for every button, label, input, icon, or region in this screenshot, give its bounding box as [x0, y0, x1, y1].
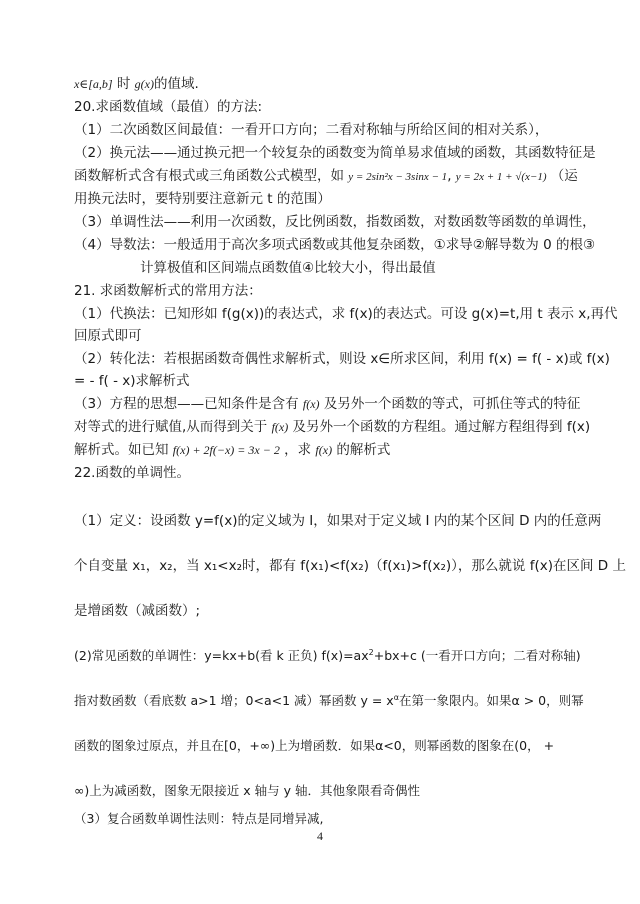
- text-line: ∞)上为减函数，图象无限接近 x 轴与 y 轴．其他象限看奇偶性: [74, 783, 420, 798]
- text-fragment: 指对数函数（看底数 a>1 增；0<a<1 减）幂函数 y = x: [74, 693, 394, 708]
- text-line: （2）换元法——通过换元把一个较复杂的函数变为简单易求值域的函数，其函数特征是: [74, 145, 596, 161]
- math-expression: f(x) + 2f(−x) = 3x − 2: [172, 443, 280, 457]
- text-line: （1）二次函数区间最值：一看开口方向；二看对称轴与所给区间的相对关系），: [74, 122, 549, 138]
- text-line: 函数解析式含有根式或三角函数公式模型，如 y = 2sin²x − 3sinx − 1, y = 2x + 1 + √(x−1) （运: [74, 168, 578, 184]
- math-expression: f(x): [302, 397, 320, 411]
- text-line: （3）复合函数单调性法则：特点是同增异减,: [74, 811, 324, 826]
- text-line: 用换元法时，要特别要注意新元 t 的范围）: [74, 191, 331, 207]
- math-expression: g(x): [134, 77, 154, 91]
- text-line: （1）代换法：已知形如 f(g(x))的表达式，求 f(x)的表达式。可设 g(x)=t,用 t 表示 x,再代: [74, 306, 618, 322]
- text-line: [74, 441, 390, 459]
- text-line: （2）转化法：若根据函数奇偶性求解析式，则设 x∈所求区间，利用 f(x) = f( - x)或 f(x): [74, 351, 610, 367]
- text-fragment: 的值域.: [153, 76, 199, 92]
- text-fragment: 的解析式: [336, 442, 391, 458]
- text-line: [74, 75, 199, 93]
- math-expression: y = 2x + 1 + √(x−1): [455, 171, 547, 183]
- math-expression: x∈[a,b]: [74, 77, 113, 91]
- math-expression: f(x): [271, 420, 289, 434]
- text-line: [74, 692, 584, 710]
- math-expression: y = 2sin²x − 3sinx − 1: [348, 171, 448, 183]
- text-fragment: 函数解析式含有根式或三角函数公式模型，如: [74, 168, 344, 184]
- superscript: α: [393, 692, 399, 702]
- text-line: （1）定义：设函数 y=f(x)的定义域为 I，如果对于定义域 I 内的某个区间 D 内的任意两: [74, 513, 602, 529]
- text-fragment: 在第一象限内。如果α > 0，则幂: [399, 693, 584, 708]
- text-line: 函数的图象过原点，并且在[0，+∞)上为增函数．如果α<0，则幂函数的图象在(0， +: [74, 738, 555, 753]
- text-line: [74, 647, 581, 665]
- text-fragment: 及另外一个函数的等式，可抓住等式的特征: [323, 396, 581, 412]
- text-line: = - f( - x)求解析式: [74, 373, 190, 389]
- text-line: （3）单调性法——利用一次函数，反比例函数，指数函数，对数函数等函数的单调性，: [74, 214, 596, 230]
- math-expression: f(x): [315, 443, 333, 457]
- text-fragment: （3）方程的思想——已知条件是含有: [74, 396, 299, 412]
- text-fragment: （运: [550, 168, 578, 184]
- text-line: 计算极值和区间端点函数值④比较大小，得出最值: [140, 260, 436, 276]
- text-line: 是增函数（减函数）;: [74, 603, 201, 619]
- text-fragment: 对等式的进行赋值,从而得到关于: [74, 419, 268, 435]
- section-heading: 21. 求函数解析式的常用方法：: [74, 283, 262, 299]
- superscript: 2: [368, 647, 374, 657]
- text-line: 回原式即可: [74, 328, 142, 344]
- text-fragment: (2)常见函数的单调性：y=kx+b(看 k 正负) f(x)=ax: [74, 648, 369, 663]
- text-fragment: +bx+c (一看开口方向；二看对称轴): [373, 648, 581, 663]
- text-fragment: 时: [116, 76, 131, 92]
- text-line: 个自变量 x₁，x₂，当 x₁<x₂时，都有 f(x₁)<f(x₂)（f(x₁)>f(x₂)），那么就说 f(x)在区间 D 上: [74, 558, 626, 574]
- text-fragment: 及另外一个函数的方程组。通过解方程组得到 f(x): [292, 419, 591, 435]
- text-line: （4）导数法：一般适用于高次多项式函数或其他复杂函数，①求导②解导数为 0 的根③: [74, 237, 596, 253]
- text-line: [74, 418, 590, 436]
- text-fragment: ，求: [284, 442, 312, 458]
- section-heading: 20.求函数值域（最值）的方法:: [74, 99, 263, 115]
- text-fragment: 解析式。如已知: [74, 442, 169, 458]
- page-number: 4: [317, 829, 323, 843]
- text-line: [74, 395, 580, 413]
- section-heading: 22.函数的单调性。: [74, 465, 190, 481]
